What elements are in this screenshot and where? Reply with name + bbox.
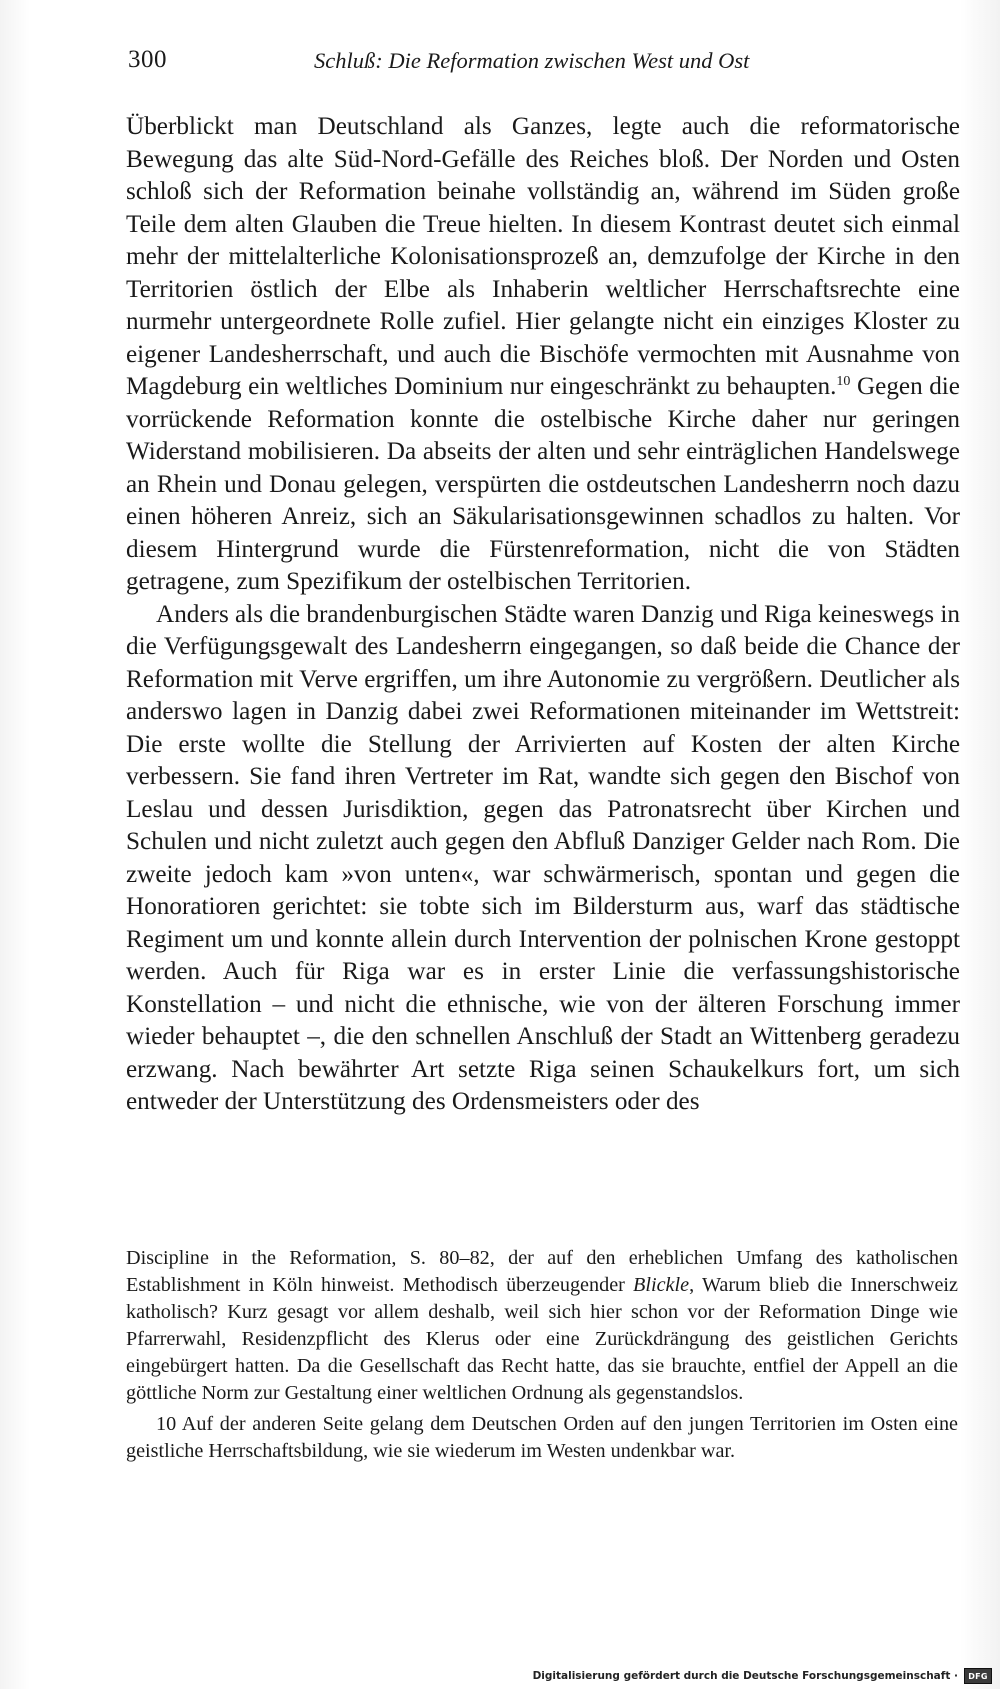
main-text <box>126 111 960 1119</box>
footnote-10-text: Auf der anderen Seite gelang dem Deutschen Orden auf den jungen Territorien im Osten eine geistliche Herrschaftsbildung, wie sie wiederum im Westen undenkbar war. <box>126 1413 959 1462</box>
footnote-continued <box>126 1245 958 1407</box>
credit-text: Digitalisierung gefördert durch die Deutsche Forschungsgemeinschaft · <box>532 1670 958 1682</box>
footnotes <box>126 1245 958 1469</box>
paragraph-1-text-b: Gegen die vorrückende Reformation konnte die ostelbische Kirche daher nur geringen Widerstand mobilisieren. Da abseits der alten und sehr einträglichen Handelswege an Rhein und Donau gelegen, verspürten die ostdeutschen Landesherrn noch dazu einen höheren Anreiz, sich an Säkularisationsgewinnen schadlos zu halten. Vor diesem Hintergrund wurde die Fürstenreformation, nicht die von Städten getragene, zum Spezifikum der ostelbischen Territorien. <box>126 373 960 595</box>
digitization-credit <box>533 1667 992 1685</box>
footnote-10-number: 10 <box>156 1413 177 1435</box>
footnote-continued-text-b: , Warum blieb die Innerschweiz katholisch? Kurz gesagt vor allem deshalb, weil sich hier schon vor der Reformation Dinge wie Pfarrerwahl, Residenzpflicht des Klerus oder eine Zurückdrängung des geistlichen Gerichts eingebürgert hatten. Da die Gesellschaft das Recht hatte, das sie brauchte, entfiel der Appell an die göttliche Norm zur Gestaltung einer weltlichen Ordnung als gegenstandslos. <box>126 1274 958 1404</box>
footnote-ref-10: 10 <box>836 374 851 389</box>
footnote-author-blickle: Blickle <box>633 1274 690 1296</box>
footnote-10 <box>126 1411 958 1465</box>
paragraph-1-text-a: Überblickt man Deutschland als Ganzes, legte auch die reformatorische Bewegung das alte Süd-Nord-Gefälle des Reiches bloß. Der Norden und Osten schloß sich der Reformation beinahe vollständig an, während im Süden große Teile dem alten Glauben die Treue hielten. In diesem Kontrast deutet sich einmal mehr der mittelalterliche Kolonisationsprozeß an, demzufolge der Kirche in den Territorien östlich der Elbe als Inhaberin weltlicher Herrschaftsrechte eine nurmehr untergeordnete Rolle zufiel. Hier gelangte nicht ein einziges Kloster zu eigener Landesherrschaft, und auch die Bischöfe vermochten mit Ausnahme von Magdeburg ein weltliches Dominium nur eingeschränkt zu behaupten. <box>126 113 960 400</box>
page-number: 300 <box>128 46 167 73</box>
running-head <box>124 46 964 80</box>
running-title: Schluß: Die Reformation zwischen West und Ost <box>314 48 750 73</box>
footnote-continued-text-a: Discipline in the Reformation, S. 80–82, der auf den erheblichen Umfang des katholischen Establishment in Köln hinweist. Methodisch überzeugender <box>126 1247 958 1296</box>
dfg-logo-icon: DFG <box>964 1668 992 1684</box>
paragraph-2: Anders als die brandenburgischen Städte waren Danzig und Riga keineswegs in die Verfügungsgewalt des Landesherrn eingegangen, so daß beide die Chance der Reformation mit Verve ergriffen, um ihre Autonomie zu vergrößern. Deutlicher als anderswo lagen in Danzig dabei zwei Reformationen miteinander im Wettstreit: Die erste wollte die Stellung der Arrivierten auf Kosten der alten Kirche verbessern. Sie fand ihren Vertreter im Rat, wandte sich gegen den Bischof von Leslau und dessen Jurisdiktion, gegen das Patronatsrecht über Kirchen und Schulen und nicht zuletzt auch gegen den Abfluß Danziger Gelder nach Rom. Die zweite jedoch kam »von unten«, war schwärmerisch, spontan und gegen die Honoratioren gerichtet: sie tobte sich im Bildersturm aus, warf das städtische Regiment um und konnte allein durch Intervention der polnischen Krone gestoppt werden. Auch für Riga war es in erster Linie die verfassungshistorische Konstellation – und nicht die ethnische, wie von der älteren Forschung immer wieder behauptet –, die den schnellen Anschluß der Stadt an Wittenberg geradezu erzwang. Nach bewährter Art setzte Riga seinen Schaukelkurs fort, um sich entweder der Unterstützung des Ordensmeisters oder des <box>126 600 960 1115</box>
paragraph-1 <box>126 111 960 599</box>
